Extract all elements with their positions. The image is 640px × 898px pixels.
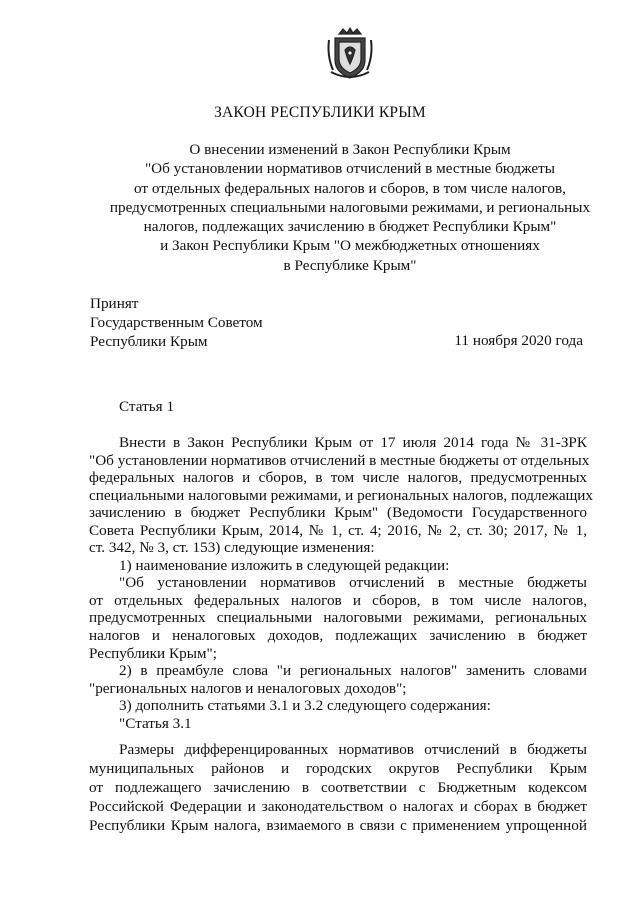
adoption-line: Республики Крым xyxy=(90,333,208,350)
text-line: 1) наименование изложить в следующей редакции: xyxy=(119,556,450,574)
subtitle-line: О внесении изменений в Закон Республики Крым xyxy=(189,141,511,158)
text-line: муниципальных районов и городских округов Республики Крым xyxy=(89,760,587,777)
text-line: Российской Федерации и законодательством о налогах и сборах в бюджет xyxy=(89,798,587,815)
adoption-block xyxy=(90,294,263,351)
text-line: Республики Крым налога, взимаемого в связи с применением упрощенной xyxy=(89,817,587,834)
crimea-coat-of-arms-icon xyxy=(325,26,375,82)
subtitle-line: в Республике Крым" xyxy=(283,256,417,274)
text-line: "региональных налогов и неналоговых доходов"; xyxy=(89,679,407,697)
subtitle-line: "Об установлении нормативов отчислений в местные бюджеты xyxy=(144,160,555,178)
article-continuation xyxy=(89,740,587,835)
text-line: "Об установлении нормативов отчислений в местные бюджеты от отдельных xyxy=(89,451,590,469)
subtitle-line: от отдельных федеральных налогов и сборов, в том числе налогов, xyxy=(134,179,566,197)
text-line: от подлежащего зачислению в соответствии с Бюджетным кодексом xyxy=(89,779,587,796)
text-line: ст. 342, № 3, ст. 153) следующие изменения: xyxy=(89,539,375,557)
article-heading: Статья 1 xyxy=(119,398,175,415)
text-line: налогов и неналоговых доходов, подлежащих зачислению в бюджет xyxy=(89,627,587,645)
subtitle-line: предусмотренных специальными налоговыми режимами, и региональных xyxy=(109,198,591,216)
text-line: от отдельных федеральных налогов и сборов, в том числе налогов, xyxy=(89,591,587,609)
text-line: Размеры дифференцированных нормативов отчислений в бюджеты xyxy=(119,741,587,758)
adoption-line: Принят xyxy=(90,295,139,312)
text-line: Республики Крым"; xyxy=(89,644,217,662)
text-line: зачислению в бюджет Республики Крым" (Ведомости Государственного xyxy=(89,504,587,522)
adoption-date: 11 ноября 2020 года xyxy=(454,332,583,349)
text-line: федеральных налогов и сборов, в том числе налогов, предусмотренных xyxy=(89,469,587,487)
subtitle-line: и Закон Республики Крым "О межбюджетных отношениях xyxy=(160,237,540,255)
article-body xyxy=(89,434,593,732)
text-line: специальными налоговыми режимами, и региональных налогов, подлежащих xyxy=(89,486,593,504)
text-line: Совета Республики Крым, 2014, № 1, ст. 4; 2016, № 2, ст. 30; 2017, № 1, xyxy=(89,521,587,539)
text-line: предусмотренных специальными налоговыми режимами, региональных xyxy=(89,609,587,627)
subtitle-line: налогов, подлежащих зачислению в бюджет Республики Крым" xyxy=(143,218,557,236)
text-line: "Статья 3.1 xyxy=(119,714,192,732)
law-title: ЗАКОН РЕСПУБЛИКИ КРЫМ xyxy=(214,104,426,121)
text-line: "Об установлении нормативов отчислений в местные бюджеты xyxy=(119,574,587,592)
adoption-line: Государственным Советом xyxy=(90,314,263,331)
law-subtitle xyxy=(60,140,640,275)
text-line: 2) в преамбуле слова "и региональных налогов" заменить словами xyxy=(119,662,587,680)
text-line: Внести в Закон Республики Крым от 17 июля 2014 года № 31-ЗРК xyxy=(119,434,587,451)
text-line: 3) дополнить статьями 3.1 и 3.2 следующего содержания: xyxy=(119,697,491,715)
